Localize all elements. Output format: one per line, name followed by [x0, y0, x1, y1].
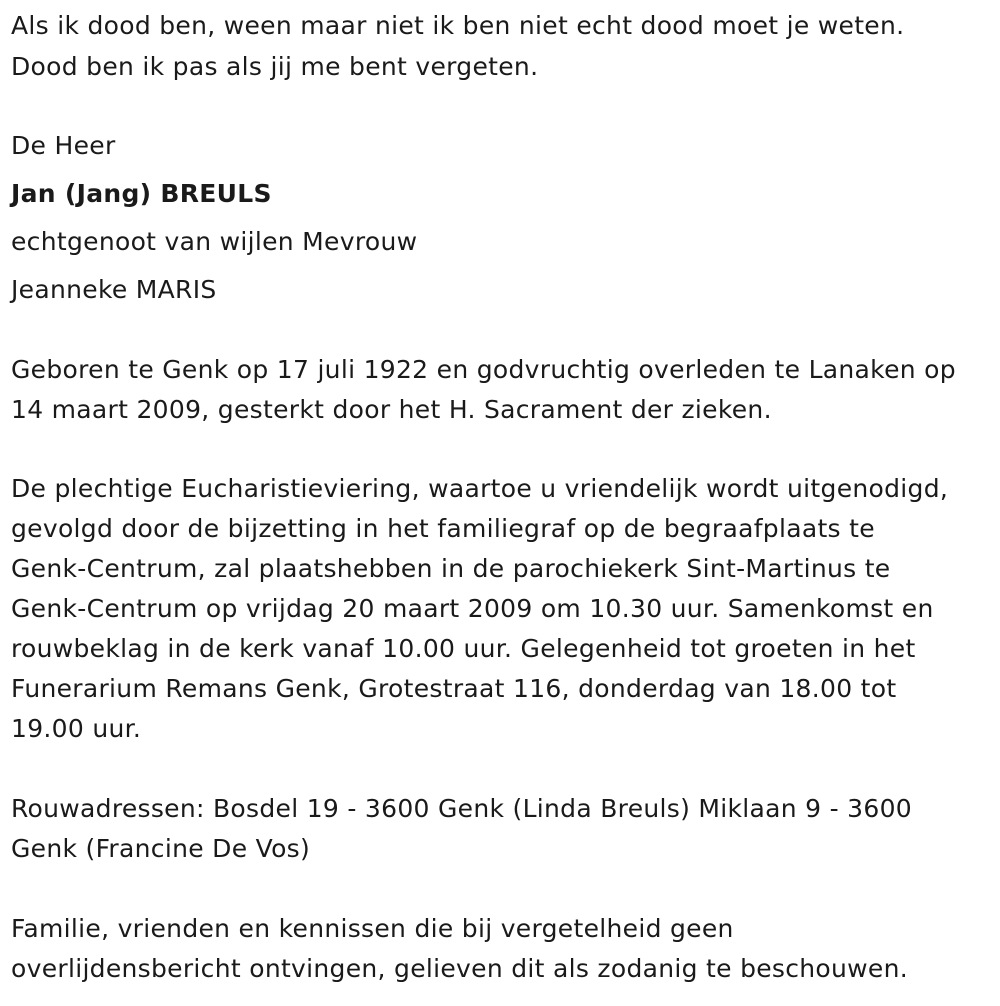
- ceremony-line-1: De plechtige Eucharistieviering, waartoe u vriendelijk wordt uitgenodigd,: [11, 474, 949, 503]
- ceremony-line-6: Funerarium Remans Genk, Grotestraat 116, donderdag van 18.00 tot: [11, 674, 897, 703]
- ceremony-line-5: rouwbeklag in de kerk vanaf 10.00 uur. Gelegenheid tot groeten in het: [11, 634, 916, 663]
- title-prefix: De Heer: [11, 131, 116, 160]
- verse-line-2: Dood ben ik pas als jij me bent vergeten.: [11, 52, 539, 81]
- spouse-line-1: echtgenoot van wijlen Mevrouw: [11, 227, 418, 256]
- verse-line-1: Als ik dood ben, ween maar niet ik ben niet echt dood moet je weten.: [11, 11, 905, 40]
- addresses-line-2: Genk (Francine De Vos): [11, 834, 311, 863]
- closing-line-1: Familie, vrienden en kennissen die bij vergetelheid geen: [11, 914, 734, 943]
- deceased-name: Jan (Jang) BREULS: [11, 179, 272, 208]
- ceremony-line-2: gevolgd door de bijzetting in het familiegraf op de begraafplaats te: [11, 514, 875, 543]
- birth-death-line-1: Geboren te Genk op 17 juli 1922 en godvruchtig overleden te Lanaken op: [11, 355, 956, 384]
- spouse-line-2: Jeanneke MARIS: [11, 275, 217, 304]
- ceremony-line-7: 19.00 uur.: [11, 714, 142, 743]
- birth-death-line-2: 14 maart 2009, gesterkt door het H. Sacrament der zieken.: [11, 395, 772, 424]
- closing-line-2: overlijdensbericht ontvingen, gelieven dit als zodanig te beschouwen.: [11, 954, 908, 983]
- ceremony-line-4: Genk-Centrum op vrijdag 20 maart 2009 om 10.30 uur. Samenkomst en: [11, 594, 934, 623]
- ceremony-line-3: Genk-Centrum, zal plaatshebben in de parochiekerk Sint-Martinus te: [11, 554, 891, 583]
- addresses-line-1: Rouwadressen: Bosdel 19 - 3600 Genk (Linda Breuls) Miklaan 9 - 3600: [11, 794, 913, 823]
